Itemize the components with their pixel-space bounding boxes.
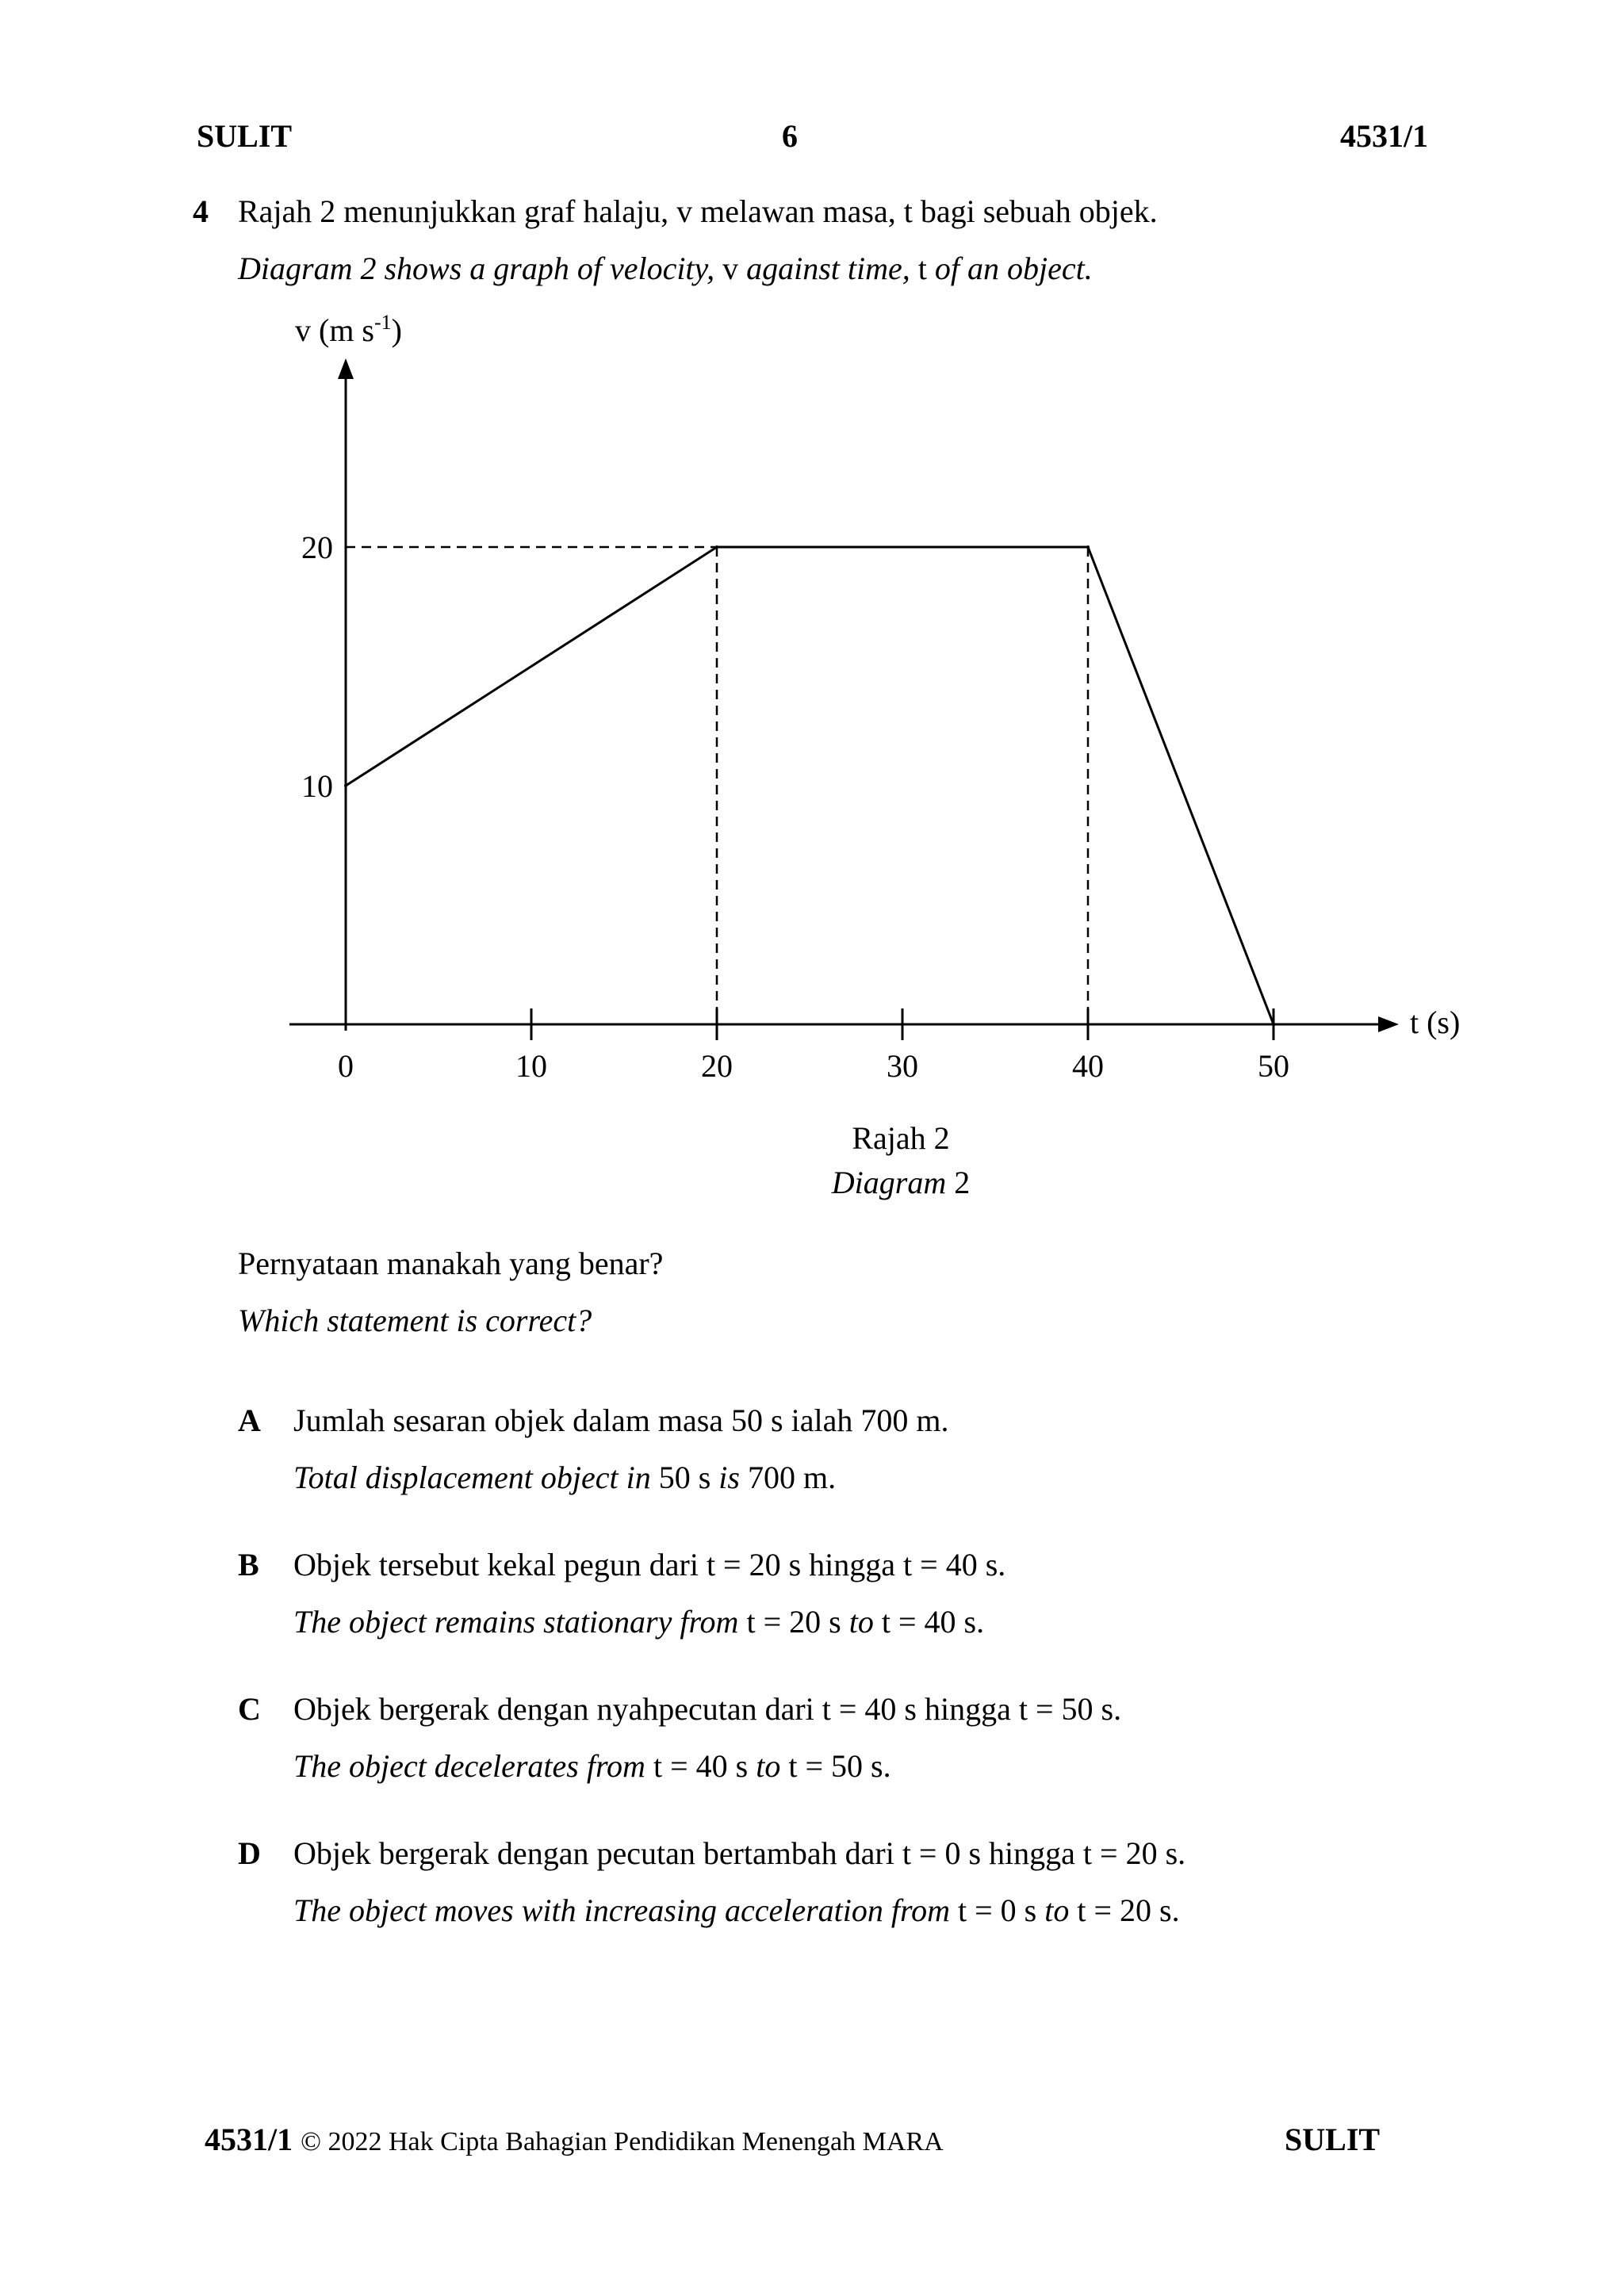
question-text-malay: Rajah 2 menunjukkan graf halaju, v melawan masa, t bagi sebuah objek.	[238, 193, 1158, 229]
option-b-malay: Objek tersebut kekal pegun dari t = 20 s hingga t = 40 s.	[293, 1547, 1006, 1582]
option-b-letter: B	[238, 1547, 259, 1582]
x-axis-arrow	[1378, 1016, 1399, 1032]
x-tick-label: 50	[1258, 1048, 1289, 1084]
question-english-part: against time,	[738, 251, 918, 286]
option-c-english	[293, 1747, 891, 1785]
question-number: 4	[193, 193, 209, 229]
x-tick-label: 40	[1072, 1048, 1104, 1084]
ticks-group	[301, 530, 1289, 1084]
y-tick-label: 10	[301, 768, 333, 804]
header-sulit: SULIT	[197, 118, 293, 154]
question-english-part: v	[722, 251, 739, 286]
option-d-malay: Objek bergerak dengan pecutan bertambah dari t = 0 s hingga t = 20 s.	[293, 1835, 1186, 1871]
footer-code: 4531/1	[205, 2122, 293, 2157]
option-english-segment: to	[1044, 1892, 1078, 1928]
option-english-segment: 700 m.	[747, 1460, 837, 1495]
prompt-english: Which statement is correct?	[238, 1303, 592, 1338]
caption-english	[0, 1164, 1624, 1201]
data-points	[344, 545, 1275, 1026]
y-axis-label: v (m $s^{-1}$)	[295, 311, 402, 348]
option-b-english	[293, 1603, 984, 1640]
y-tick-label: 20	[301, 530, 333, 565]
footer-copyright: © 2022 Hak Cipta Bahagian Pendidikan Menengah MARA	[301, 2127, 944, 2156]
caption-malay: Rajah 2	[852, 1120, 950, 1156]
data-point	[1272, 1023, 1275, 1026]
option-english-segment: t = 20 s.	[1077, 1892, 1180, 1928]
option-english-segment: to	[848, 1604, 882, 1640]
option-english-segment: The object remains stationary from	[293, 1604, 747, 1640]
guide-lines	[346, 547, 1088, 1024]
option-english-segment: The object decelerates from	[293, 1748, 653, 1784]
option-english-segment: t = 20 s	[746, 1604, 849, 1640]
x-axis-label: t (s)	[1410, 1004, 1461, 1040]
page-number: 6	[782, 118, 798, 154]
question-english-part: of an object.	[926, 251, 1093, 286]
velocity-series-line	[346, 547, 1274, 1024]
option-english-segment: t = 40 s	[653, 1748, 756, 1784]
option-c-letter: C	[238, 1691, 261, 1727]
option-c-malay: Objek bergerak dengan nyahpecutan dari t = 40 s hingga t = 50 s.	[293, 1691, 1122, 1727]
paper-code: 4531/1	[1340, 118, 1429, 154]
data-point	[1086, 545, 1090, 549]
option-a-malay: Jumlah sesaran objek dalam masa 50 s ialah 700 m.	[293, 1402, 949, 1438]
option-a-english	[293, 1459, 836, 1496]
footer-left	[205, 2121, 944, 2158]
footer-sulit: SULIT	[1285, 2122, 1381, 2157]
option-d-letter: D	[238, 1835, 261, 1871]
option-english-segment: 50 s	[658, 1460, 719, 1495]
question-english-part: t	[917, 251, 927, 286]
option-d-english	[293, 1892, 1180, 1929]
option-english-segment: is	[718, 1460, 748, 1495]
prompt-malay: Pernyataan manakah yang benar?	[238, 1246, 664, 1281]
question-english-part: Diagram 2 shows a graph of velocity,	[238, 251, 723, 286]
option-english-segment: Total displacement object in	[293, 1460, 659, 1495]
x-tick-label: 30	[887, 1048, 918, 1084]
x-tick-label: 20	[701, 1048, 733, 1084]
caption-english-number: 2	[946, 1165, 971, 1200]
x-tick-label: 0	[338, 1048, 354, 1084]
x-tick-label: 10	[515, 1048, 547, 1084]
y-axis-arrow	[338, 358, 354, 379]
option-english-segment: to	[756, 1748, 789, 1784]
option-english-segment: t = 0 s	[958, 1892, 1045, 1928]
option-a-letter: A	[238, 1402, 261, 1438]
caption-english-word: Diagram	[831, 1165, 947, 1200]
data-point	[344, 784, 347, 787]
option-english-segment: t = 40 s.	[881, 1604, 985, 1640]
option-english-segment: The object moves with increasing acceleration from	[293, 1892, 958, 1928]
axes-group	[289, 358, 1399, 1032]
data-point	[715, 545, 718, 549]
option-english-segment: t = 50 s.	[788, 1748, 891, 1784]
